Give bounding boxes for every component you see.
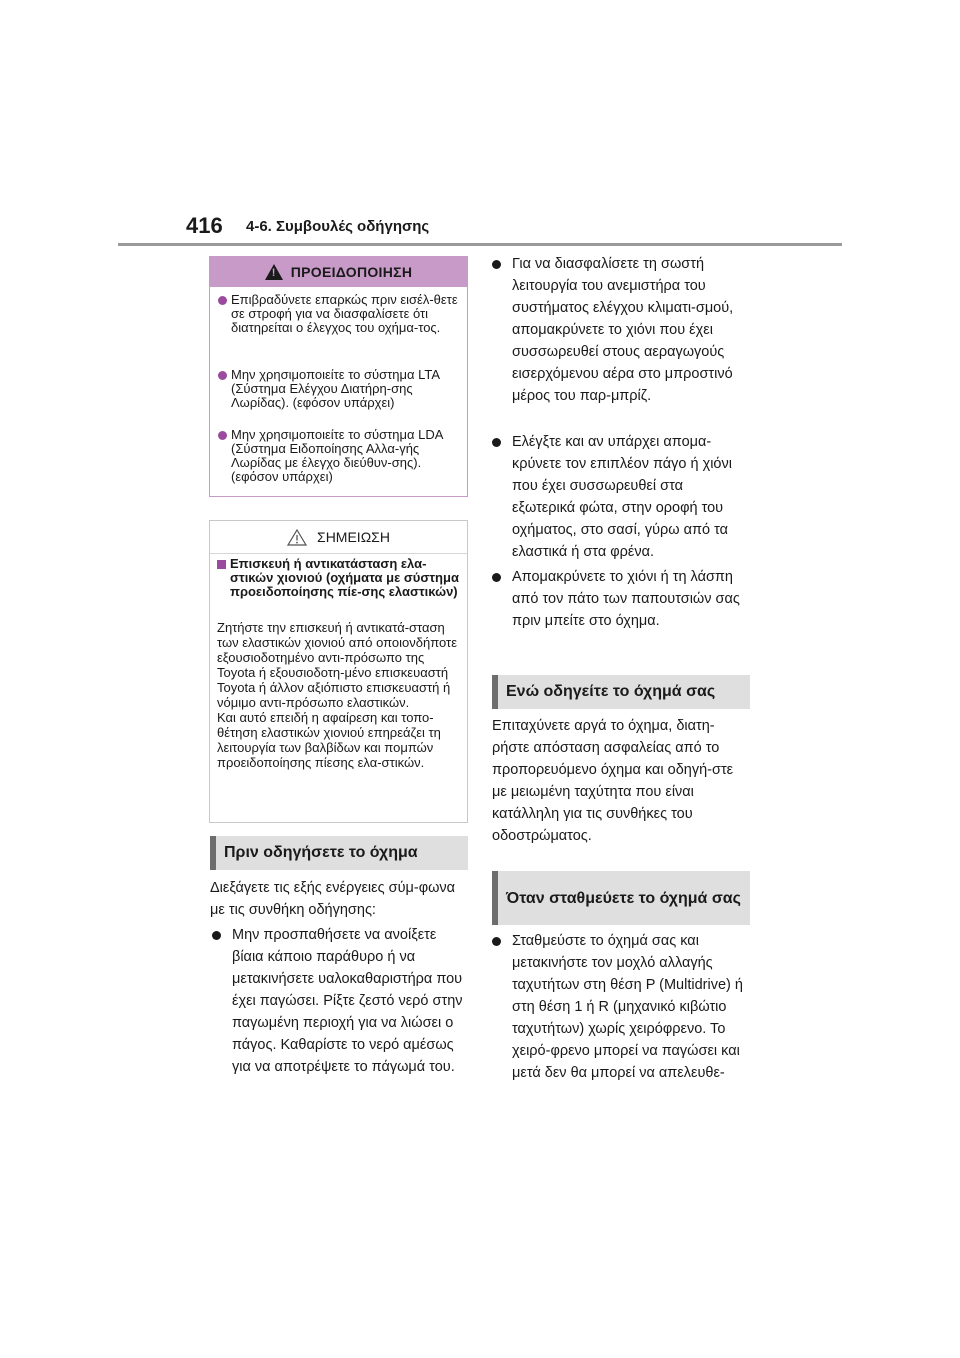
list-item: Σταθμεύστε το όχημά σας και μετακινήστε τον μοχλό αλλαγής ταχυτήτων στη θέση P (Multidrive) ή στη θέση 1 ή R (μηχανικό κιβώτιο ταχυτήτων) χωρίς χειρόφρενο. Το χειρό-φρενο μπορεί να παγώσει και μετά δεν θα μπορεί να απελευθε-: [492, 930, 748, 1084]
warning-header: [210, 257, 467, 287]
section-heading-while-driving: Ενώ οδηγείτε το όχημά σας: [492, 675, 750, 709]
note-box: [209, 520, 468, 823]
header-divider: [118, 243, 842, 246]
bullet-dot-icon: [212, 931, 221, 940]
list-item: Μην προσπαθήσετε να ανοίξετε βίαια κάποιο παράθυρο ή να μετακινήσετε υαλοκαθαριστήρα που έχει παγώσει. Ρίξτε ζεστό νερό στην παγωμένη περιοχή για να λιώσει ο πάγος. Καθαρίστε το νερό αμέσως για να αποτρέψετε το πάγωμά του.: [212, 924, 470, 1078]
page-number: 416: [186, 213, 223, 238]
warning-title: ΠΡΟΕΙΔΟΠΟΙΗΣΗ: [290, 264, 413, 280]
warning-item: Μην χρησιμοποιείτε το σύστημα LDA (Σύστημα Ειδοποίησης Αλλα-γής Λωρίδας με έλεγχο διεύθυν-σης). (εφόσον υπάρχει): [218, 428, 463, 484]
note-paragraph: Ζητήστε την επισκευή ή αντικατά-σταση των ελαστικών χιονιού από οποιονδήποτε εξουσιοδοτημένο αντι-πρόσωπο της Toyota ή εξουσιοδοτη-μένο επισκευαστή Toyota ή άλλον αξιόπιστο επισκευαστή ή νόμιμο αντι-πρόσωπο ελαστικών.: [217, 620, 457, 710]
list-item: Για να διασφαλίσετε τη σωστή λειτουργία του ανεμιστήρα του συστήματος ελέγχου κλιματι-σμού, απομακρύνετε το χιόνι που έχει συσσωρευθεί στους αεραγωγούς εισερχόμενου αέρα στο μπροστινό μέρος του παρ-μπρίζ.: [492, 253, 748, 407]
warning-icon: [265, 264, 283, 280]
note-header: [210, 521, 467, 554]
section-heading-parking: Όταν σταθμεύετε το όχημά σας: [492, 871, 750, 925]
list-item: Απομακρύνετε το χιόνι ή τη λάσπη από τον πάτο των παπουτσιών σας πριν μπείτε στο όχημα.: [492, 566, 748, 632]
note-title: ΣΗΜΕΙΩΣΗ: [317, 529, 390, 545]
bullet-dot-icon: [492, 438, 501, 447]
bullet-dot-icon: [218, 296, 227, 305]
note-paragraph: Και αυτό επειδή η αφαίρεση και τοπο-θέτηση ελαστικών χιονιού επηρεάζει τη λειτουργία των βαλβίδων και πομπών προειδοποίησης πίεσης ελα-στικών.: [217, 710, 441, 770]
warning-box: [209, 256, 468, 497]
warning-item: Επιβραδύνετε επαρκώς πριν εισέλ-θετε σε στροφή για να διασφαλίσετε ότι διατηρείται ο έλεγχος του οχήμα-τος.: [218, 293, 463, 335]
bullet-dot-icon: [492, 937, 501, 946]
note-body: [217, 620, 462, 770]
bullet-dot-icon: [492, 573, 501, 582]
intro-paragraph: Διεξάγετε τις εξής ενέργειες σύμ-φωνα με τις συνθήκη οδήγησης:: [210, 880, 456, 918]
while-driving-paragraph: Επιταχύνετε αργά το όχημα, διατη-ρήστε απόσταση ασφαλείας από το προπορευόμενο όχημα και οδηγή-στε με μειωμένη ταχύτητα που είναι κατάλληλη για τις συνθήκες του οδοστρώματος.: [492, 718, 734, 844]
bullet-dot-icon: [218, 431, 227, 440]
bullet-dot-icon: [218, 371, 227, 380]
section-heading-before-driving: Πριν οδηγήσετε το όχημα: [210, 836, 468, 870]
section-title: 4-6. Συμβουλές οδήγησης: [246, 218, 430, 235]
bullet-dot-icon: [492, 260, 501, 269]
caution-triangle-icon: [287, 529, 307, 546]
warning-item: Μην χρησιμοποιείτε το σύστημα LTA (Σύστημα Ελέγχου Διατήρη-σης Λωρίδας). (εφόσον υπάρχει): [218, 368, 463, 410]
list-item: Ελέγξτε και αν υπάρχει απομα-κρύνετε τον επιπλέον πάγο ή χιόνι που έχει συσσωρευθεί στα εξωτερικά φώτα, στην οροφή του οχήματος, στο σασί, γύρω από τα ελαστικά ή στα φρένα.: [492, 431, 748, 563]
square-bullet-icon: [217, 560, 226, 569]
note-item-title: Επισκευή ή αντικατάσταση ελα-στικών χιονιού (οχήματα με σύστημα προειδοποίησης πίε-σης ελαστικών): [217, 557, 462, 599]
